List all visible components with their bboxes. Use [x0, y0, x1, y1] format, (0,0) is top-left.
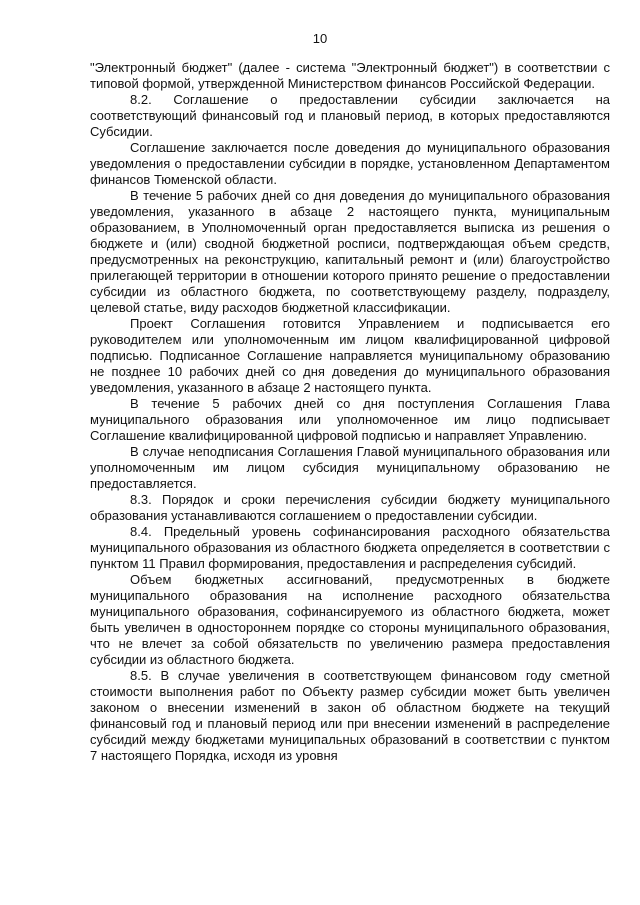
paragraph-budget-allocations: Объем бюджетных ассигнований, предусмотренных в бюджете муниципального образования на исполнение расходного обязательства муниципального образования, софинансируемого из областного бюджета, может быть увеличен в одностороннем порядке со стороны муниципального образования, что не влечет за собой обязательств по увеличению размера предоставления субсидии из областного бюджета.: [90, 572, 610, 667]
paragraph-continuation: "Электронный бюджет" (далее - система "Электронный бюджет") в соответствии с типовой формой, утвержденной Министерством финансов Российской Федерации.: [90, 60, 610, 91]
paragraph-budget-extract: В течение 5 рабочих дней со дня доведения до муниципального образования уведомления, указанного в абзаце 2 настоящего пункта, муниципальным образованием, в Уполномоченный орган предоставляется выписка из решения о бюджете и (или) сводной бюджетной росписи, подтверждающая объем средств, предусмотренных на реконструкцию, капитальный ремонт и (или) благоустройство прилегающей территории в отношении которого принято решение о предоставлении субсидии из областного бюджета, по соответствующему разделу, подразделу, целевой статье, виду расходов бюджетной классификации.: [90, 188, 610, 315]
paragraph-8-4: 8.4. Предельный уровень софинансирования расходного обязательства муниципального образования из областного бюджета определяется в соответствии с пунктом 11 Правил формирования, предоставления и распределения субсидий.: [90, 524, 610, 571]
paragraph-agreement-conclusion: Соглашение заключается после доведения до муниципального образования уведомления о предоставлении субсидии в порядке, установленном Департаментом финансов Тюменской области.: [90, 140, 610, 187]
paragraph-agreement-draft: Проект Соглашения готовится Управлением и подписывается его руководителем или уполномоченным им лицом квалифицированной цифровой подписью. Подписанное Соглашение направляется муниципальному образованию не позднее 10 рабочих дней со дня доведения до муниципального образования уведомления, указанного в абзаце 2 настоящего пункта.: [90, 316, 610, 395]
paragraph-non-signing: В случае неподписания Соглашения Главой муниципального образования или уполномоченным им лицом субсидия муниципальному образованию не предоставляется.: [90, 444, 610, 491]
paragraph-8-3: 8.3. Порядок и сроки перечисления субсидии бюджету муниципального образования устанавливаются соглашением о предоставлении субсидии.: [90, 492, 610, 523]
paragraph-8-5: 8.5. В случае увеличения в соответствующем финансовом году сметной стоимости выполнения работ по Объекту размер субсидии может быть увеличен законом о внесении изменений в закон об областном бюджете на текущий финансовый год и плановый период или при внесении изменений в распределение субсидий между бюджетами муниципальных образований в соответствии с пунктом 7 настоящего Порядка, исходя из уровня: [90, 668, 610, 763]
document-body: [90, 60, 610, 764]
page-number: 10: [312, 31, 328, 46]
paragraph-agreement-signing: В течение 5 рабочих дней со дня поступления Соглашения Глава муниципального образования или уполномоченное им лицо подписывает Соглашение квалифицированной цифровой подписью и направляет Управлению.: [90, 396, 610, 443]
paragraph-8-2: 8.2. Соглашение о предоставлении субсидии заключается на соответствующий финансовый год и плановый период, в которых предоставляются Субсидии.: [90, 92, 610, 139]
